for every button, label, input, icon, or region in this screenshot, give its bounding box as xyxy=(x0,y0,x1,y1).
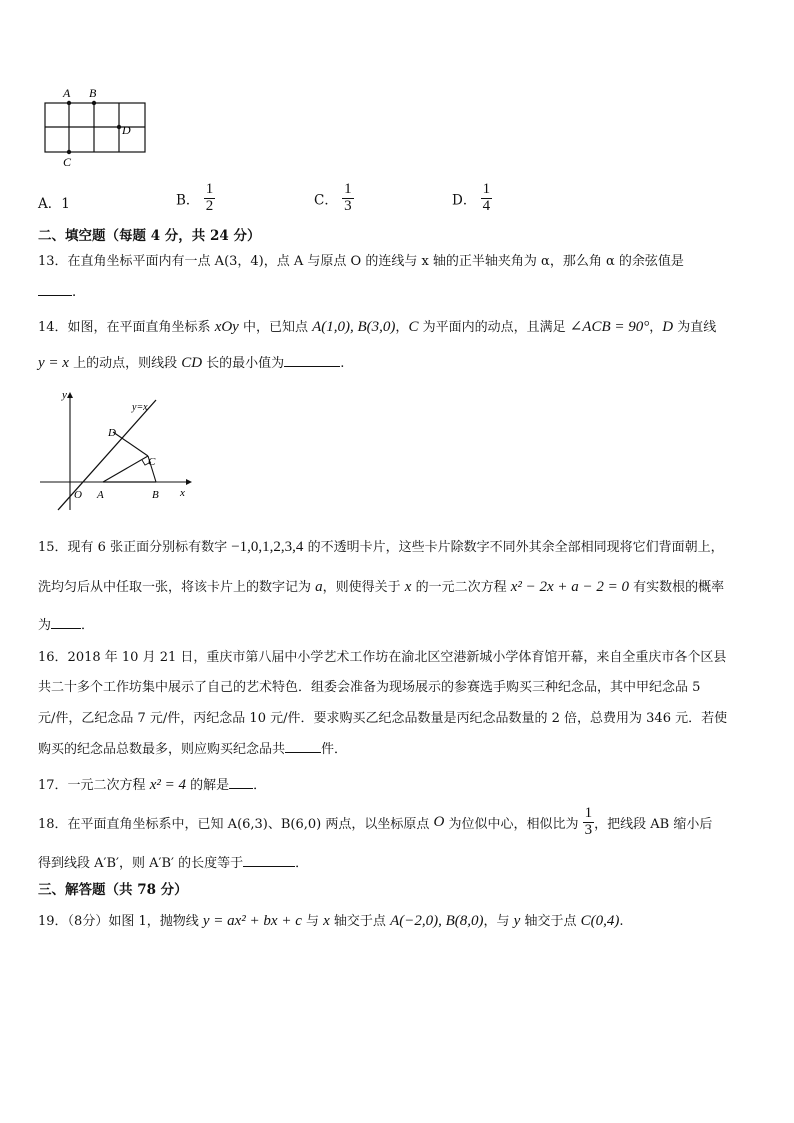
q16-line3: 元/件，乙纪念品 7 元/件，丙纪念品 10 元/件．要求购买乙纪念品数量是丙纪念品数量的 2 倍，总费用为 346 元．若使 xyxy=(38,711,728,726)
q13-text: 13．在直角坐标平面内有一点 A(3，4)，点 A 与原点 O 的连线与 x 轴的正半轴夹角为 α，那么角 α 的余弦值是 xyxy=(38,254,684,269)
fig-y-label: y xyxy=(62,389,67,401)
q14-line1: 14．如图，在平面直角坐标系 xOy 中，已知点 A(1,0), B(3,0)，C 为平面内的动点，且满足 ∠ACB = 90°，D 为直线 xyxy=(38,319,717,335)
q12-option-c: C． $\frac{1}{3}$ xyxy=(314,181,352,214)
q19-text: 19．（8分）如图 1，抛物线 y = ax² + bx + c 与 x 轴交于点 A(−2,0), B(8,0)，与 y 轴交于点 C(0,4). xyxy=(38,913,624,929)
q18-line2: 得到线段 A′B′，则 A′B′ 的长度等于 ． xyxy=(38,856,309,871)
grid-figure xyxy=(36,84,156,172)
grid-label-d: D xyxy=(122,123,131,137)
q13-answer-line: ． xyxy=(38,280,86,300)
fraction: $\frac{1}{2}$ xyxy=(205,181,214,214)
q12-option-a: A．1 xyxy=(38,196,70,212)
q15-line2: 洗均匀后从中任取一张，将该卡片上的数字记为 a，则使得关于 x 的一元二次方程 x² − 2x + a − 2 = 0 有实数根的概率 xyxy=(38,579,725,595)
q14-coordinate-figure xyxy=(36,386,196,516)
grid-label-a: A xyxy=(63,86,71,100)
fig-line-label: y=x xyxy=(132,402,148,413)
section3-title: 三、解答题（共 78 分） xyxy=(38,882,188,898)
q16-line1: 16．2018 年 10 月 21 日，重庆市第八届中小学艺术工作坊在渝北区空港新城小学体育馆开幕，来自全重庆市各个区县 xyxy=(38,650,727,665)
fig-c-label: C xyxy=(148,456,156,468)
q12-option-d: D． $\frac{1}{4}$ xyxy=(452,181,491,214)
q18-line1: 18．在平面直角坐标系中，已知 A(6,3)、B(6,0) 两点，以坐标原点 O 为位似中心，相似比为 $\frac{1}{3}$ ，把线段 AB 缩小后 xyxy=(38,805,713,838)
q15-line3: 为 ． xyxy=(38,618,95,633)
fig-d-label: D xyxy=(108,427,116,439)
q16-line4: 购买的纪念品总数最多，则应购买纪念品共 件． xyxy=(38,742,348,757)
q14-line2: y = x 上的动点，则线段 CD 长的最小值为 . xyxy=(38,355,345,371)
fraction: $\frac{1}{3}$ xyxy=(344,181,352,214)
fig-x-label: x xyxy=(180,487,185,499)
grid-label-c: C xyxy=(63,155,72,169)
q15-line1: 15．现有 6 张正面分别标有数字 −1,0,1,2,3,4 的不透明卡片，这些卡片除数字不同外其余全部相同现将它们背面朝上， xyxy=(38,539,724,555)
q17-text: 17．一元二次方程 x² = 4 的解是 ． xyxy=(38,777,267,793)
fig-a-label: A xyxy=(97,489,104,501)
q16-line2: 共二十多个工作坊集中展示了自己的艺术特色．组委会准备为现场展示的参赛选手购买三种纪念品，其中甲纪念品 5 xyxy=(38,680,701,695)
fraction: $\frac{1}{3}$ xyxy=(584,805,593,838)
section2-title: 二、填空题（每题 4 分，共 24 分） xyxy=(38,228,261,244)
q12-option-b: B． $\frac{1}{2}$ xyxy=(176,181,214,214)
fig-b-label: B xyxy=(152,489,159,501)
fig-o-label: O xyxy=(74,489,82,501)
fraction: $\frac{1}{4}$ xyxy=(482,181,491,214)
grid-label-b: B xyxy=(89,86,97,100)
